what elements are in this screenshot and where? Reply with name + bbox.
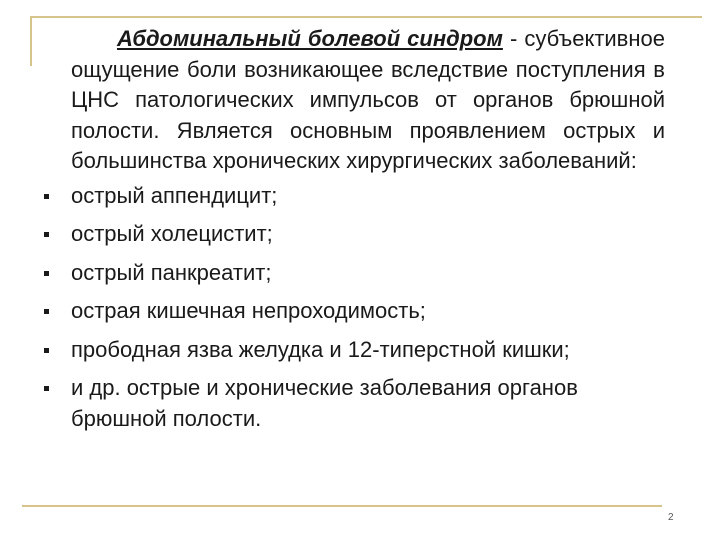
heading-dash: - [502, 26, 525, 51]
list-item-text: острый аппендицит; [71, 182, 278, 208]
list-item [71, 373, 665, 434]
bullet-icon [44, 232, 49, 237]
bullet-icon [44, 194, 49, 199]
bullet-icon [44, 348, 49, 353]
page-number: 2 [668, 512, 674, 523]
bullet-icon [44, 386, 49, 391]
list-item-text: острый холецистит; [71, 221, 273, 246]
slide-content [71, 24, 665, 442]
slide-heading: Абдоминальный болевой синдром [117, 26, 503, 51]
list-item [71, 296, 665, 327]
disease-list [71, 181, 665, 435]
list-item-text: острая кишечная непроходимость; [71, 298, 426, 323]
definition-paragraph [71, 24, 665, 177]
list-item-text: острый панкреатит; [71, 259, 272, 285]
bullet-icon [44, 309, 49, 314]
bullet-icon [44, 271, 49, 276]
list-item [71, 181, 665, 212]
list-item [71, 335, 665, 366]
definition-text: субъективное ощущение боли возникающее вследствие поступления в ЦНС патологических импульсов от органов брюшной полости. Является основным проявлением острых и большинства хронических хирургических заболеваний: [71, 26, 665, 173]
list-item [71, 258, 665, 289]
frame-top-line [30, 16, 702, 18]
list-item-text: и др. острые и хронические заболевания органов брюшной полости. [71, 375, 578, 431]
list-item-text: прободная язва желудка и 12-типерстной кишки; [71, 336, 570, 362]
frame-left-line [30, 16, 32, 66]
list-item [71, 219, 665, 250]
frame-bottom-line [22, 505, 662, 507]
